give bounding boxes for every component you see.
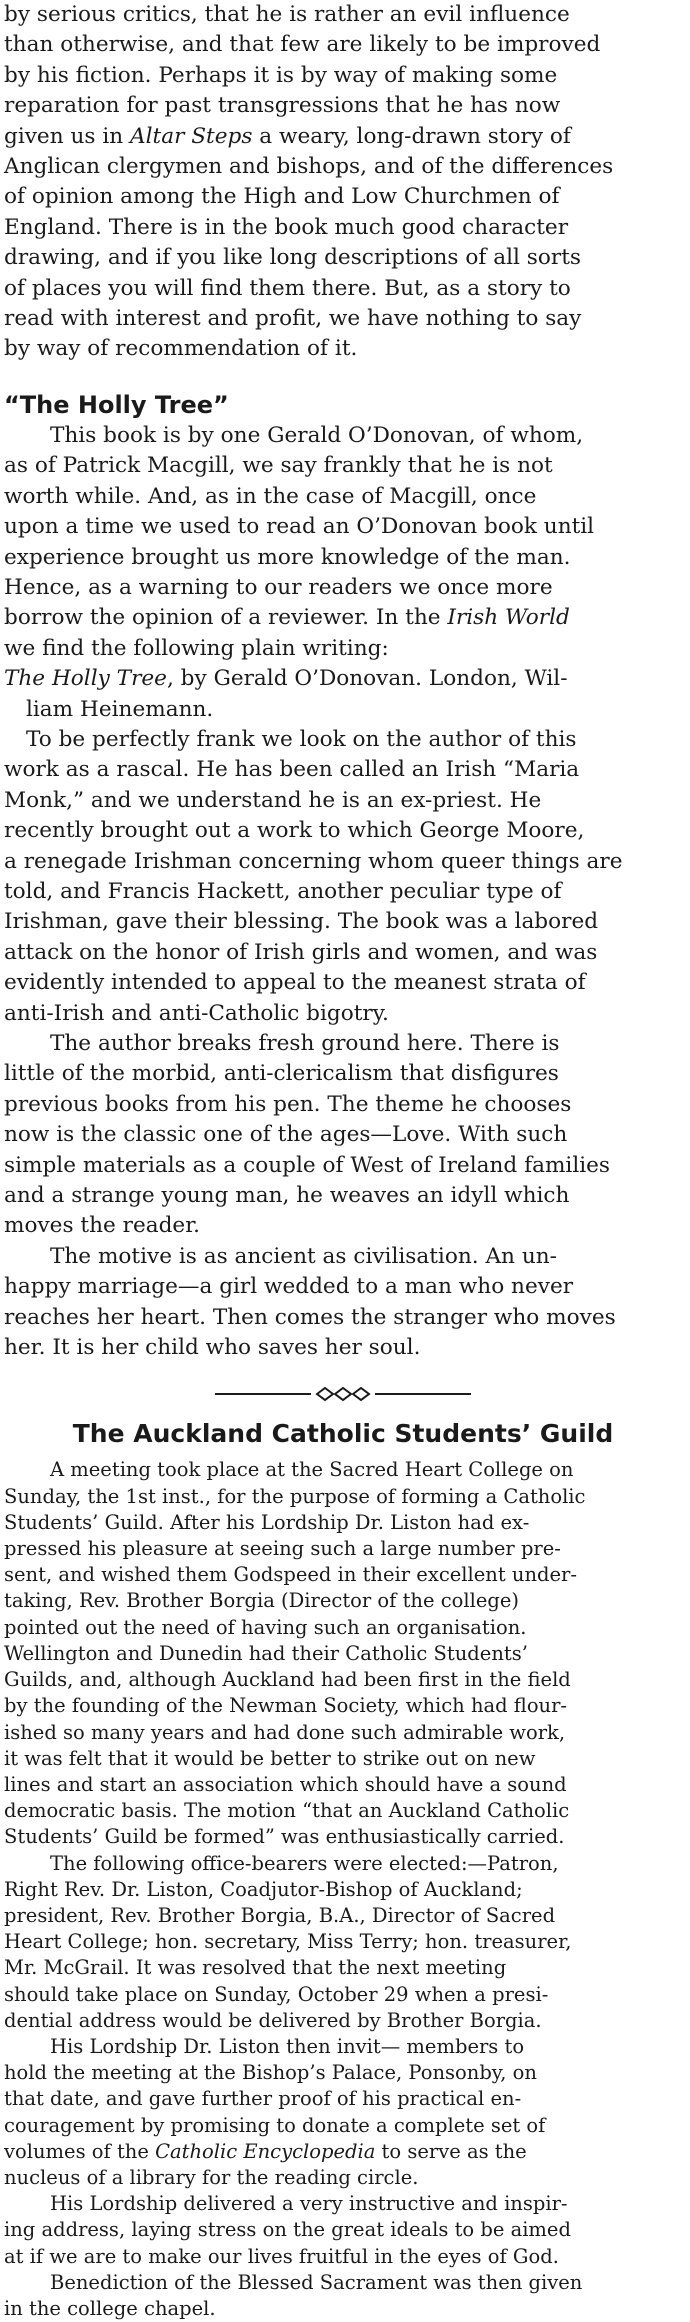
text-line: The author breaks fresh ground here. There is xyxy=(50,1031,560,1056)
text-line: previous books from his pen. The theme he chooses xyxy=(4,1091,572,1117)
text-line: Monk,” and we understand he is an ex-priest. He xyxy=(4,787,542,813)
guild-paragraph-5 xyxy=(4,2270,682,2322)
text-line: To be perfectly frank we look on the author of this xyxy=(26,726,577,752)
text-line: Hence, as a warning to our readers we once more xyxy=(4,574,553,600)
text-line: Guilds, and, although Auckland had been first in the field xyxy=(4,1668,571,1692)
guild-paragraph-2 xyxy=(4,1851,682,2034)
text-line: now is the classic one of the ages—Love. With such xyxy=(4,1122,568,1148)
text-line xyxy=(4,603,682,633)
text-line: lines and start an association which should have a sound xyxy=(4,1772,567,1796)
holly-paragraph-3 xyxy=(4,1029,682,1242)
text-line: pressed his pleasure at seeing such a large number pre- xyxy=(4,1537,561,1561)
text-line: happy marriage—a girl wedded to a man who never xyxy=(4,1274,574,1300)
text-line: attack on the honor of Irish girls and women, and was xyxy=(4,939,598,965)
text-line: and a strange young man, he weaves an idyll which xyxy=(4,1183,570,1209)
ornamental-divider xyxy=(4,1385,682,1403)
text-line: The motive is as ancient as civilisation. An un- xyxy=(50,1243,557,1269)
text-line: Sunday, the 1st inst., for the purpose of forming a Catholic xyxy=(4,1484,586,1508)
text-fragment: to serve as the xyxy=(375,2139,527,2163)
section-heading-holly-tree: “The Holly Tree” xyxy=(4,390,229,419)
guild-paragraph-1 xyxy=(4,1457,682,1850)
text-line: hold the meeting at the Bishop’s Palace, Ponsonby, on xyxy=(4,2061,537,2085)
book-title-holly-tree: The Holly Tree xyxy=(4,666,167,692)
text-line: should take place on Sunday, October 29 when a presi- xyxy=(4,1982,549,2006)
text-line: by way of recommendation of it. xyxy=(4,336,358,362)
text-line: of places you will find them there. But, as a story to xyxy=(4,275,571,301)
text-line: His Lordship Dr. Liston then invit— members to xyxy=(50,2034,525,2058)
text-line: democratic basis. The motion “that an Auckland Catholic xyxy=(4,1799,570,1823)
intro-paragraph xyxy=(4,0,682,365)
text-line: couragement by promising to donate a complete set of xyxy=(4,2113,546,2137)
text-line: His Lordship delivered a very instructive and inspir- xyxy=(50,2192,568,2216)
text-line: Irishman, gave their blessing. The book was a labored xyxy=(4,909,599,935)
text-line: evidently intended to appeal to the meanest strata of xyxy=(4,970,586,996)
text-line: Mr. McGrail. It was resolved that the next meeting xyxy=(4,1956,507,1980)
text-line: of opinion among the High and Low Churchmen of xyxy=(4,184,560,210)
text-line: it was felt that it would be better to strike out on new xyxy=(4,1746,536,1770)
text-fragment: , by Gerald O’Donovan. London, Wil- xyxy=(166,666,568,692)
text-line xyxy=(4,664,682,694)
text-line xyxy=(4,122,682,152)
text-line: Right Rev. Dr. Liston, Coadjutor-Bishop of Auckland; xyxy=(4,1877,523,1901)
text-line: ing address, laying stress on the great ideals to be aimed xyxy=(4,2218,571,2242)
text-line: Benediction of the Blessed Sacrament was then given xyxy=(50,2270,583,2294)
text-line: than otherwise, and that few are likely to be improved xyxy=(4,32,601,58)
guild-paragraph-4 xyxy=(4,2191,682,2270)
text-line: drawing, and if you like long descriptions of all sorts xyxy=(4,245,581,271)
text-line: reaches her heart. Then comes the stranger who moves xyxy=(4,1304,616,1330)
text-line: in the college chapel. xyxy=(4,2296,216,2320)
text-line: little of the morbid, anti-clericalism that disfigures xyxy=(4,1061,559,1087)
text-line: moves the reader. xyxy=(4,1213,201,1239)
text-line: Anglican clergymen and bishops, and of the differences xyxy=(4,154,614,180)
divider-ornament-icon xyxy=(213,1385,473,1403)
text-line: read with interest and profit, we have nothing to say xyxy=(4,306,582,332)
text-line: by his fiction. Perhaps it is by way of making some xyxy=(4,62,558,88)
text-line: dential address would be delivered by Brother Borgia. xyxy=(4,2008,542,2032)
text-fragment: volumes of the xyxy=(4,2139,156,2163)
text-line: at if we are to make our lives fruitful in the eyes of God. xyxy=(4,2244,559,2268)
text-line: A meeting took place at the Sacred Heart College on xyxy=(50,1458,574,1482)
guild-paragraph-3 xyxy=(4,2034,682,2191)
text-line: simple materials as a couple of West of Ireland families xyxy=(4,1152,611,1178)
text-fragment: given us in xyxy=(4,123,131,149)
text-line: by serious critics, that he is rather an evil influence xyxy=(4,2,570,27)
text-line: Heart College; hon. secretary, Miss Terry; hon. treasurer, xyxy=(4,1930,572,1954)
text-line: This book is by one Gerald O’Donovan, of whom, xyxy=(50,422,584,448)
text-line xyxy=(4,2139,682,2165)
text-line: a renegade Irishman concerning whom queer things are xyxy=(4,848,623,874)
text-line: her. It is her child who saves her soul. xyxy=(4,1335,421,1361)
holly-paragraph-1 xyxy=(4,421,682,664)
text-line: upon a time we used to read an O’Donovan book until xyxy=(4,514,595,540)
text-line: Students’ Guild be formed” was enthusiastically carried. xyxy=(4,1825,565,1849)
text-fragment: borrow the opinion of a reviewer. In the xyxy=(4,605,448,631)
text-line: by the founding of the Newman Society, which had flour- xyxy=(4,1694,568,1718)
text-line: Wellington and Dunedin had their Catholic Students’ xyxy=(4,1641,528,1665)
text-line: sent, and wished them Godspeed in their excellent under- xyxy=(4,1563,577,1587)
book-title-altar-steps: Altar Steps xyxy=(130,123,253,149)
text-line: work as a rascal. He has been called an Irish “Maria xyxy=(4,757,580,783)
text-line: pointed out the need of having such an organisation. xyxy=(4,1615,527,1639)
text-line: anti-Irish and anti-Catholic bigotry. xyxy=(4,1000,389,1026)
section-heading-guild: The Auckland Catholic Students’ Guild xyxy=(72,1419,614,1449)
text-line: recently brought out a work to which George Moore, xyxy=(4,818,585,844)
holly-citation xyxy=(4,664,682,725)
text-line: worth while. And, as in the case of Macgill, once xyxy=(4,483,537,509)
text-line: England. There is in the book much good character xyxy=(4,214,569,240)
holly-paragraph-4 xyxy=(4,1242,682,1364)
publication-catholic-encyclopedia: Catholic Encyclopedia xyxy=(155,2139,376,2163)
text-line: Students’ Guild. After his Lordship Dr. Liston had ex- xyxy=(4,1510,530,1534)
text-line: taking, Rev. Brother Borgia (Director of the college) xyxy=(4,1589,520,1613)
text-fragment: a weary, long-drawn story of xyxy=(252,123,571,149)
text-line: nucleus of a library for the reading circle. xyxy=(4,2165,419,2189)
text-line: experience brought us more knowledge of the man. xyxy=(4,544,571,570)
text-line: liam Heinemann. xyxy=(26,696,214,722)
text-line: reparation for past transgressions that he has now xyxy=(4,93,561,119)
text-line: president, Rev. Brother Borgia, B.A., Director of Sacred xyxy=(4,1903,556,1927)
text-line: that date, and gave further proof of his practical en- xyxy=(4,2087,522,2111)
text-line: ished so many years and had done such admirable work, xyxy=(4,1720,566,1744)
publication-irish-world: Irish World xyxy=(447,605,570,631)
text-line: we find the following plain writing: xyxy=(4,635,389,661)
holly-paragraph-2 xyxy=(4,725,682,1029)
text-line: as of Patrick Macgill, we say frankly that he is not xyxy=(4,453,553,479)
text-line: told, and Francis Hackett, another peculiar type of xyxy=(4,878,562,904)
text-line: The following office-bearers were elected:—Patron, xyxy=(50,1851,559,1875)
